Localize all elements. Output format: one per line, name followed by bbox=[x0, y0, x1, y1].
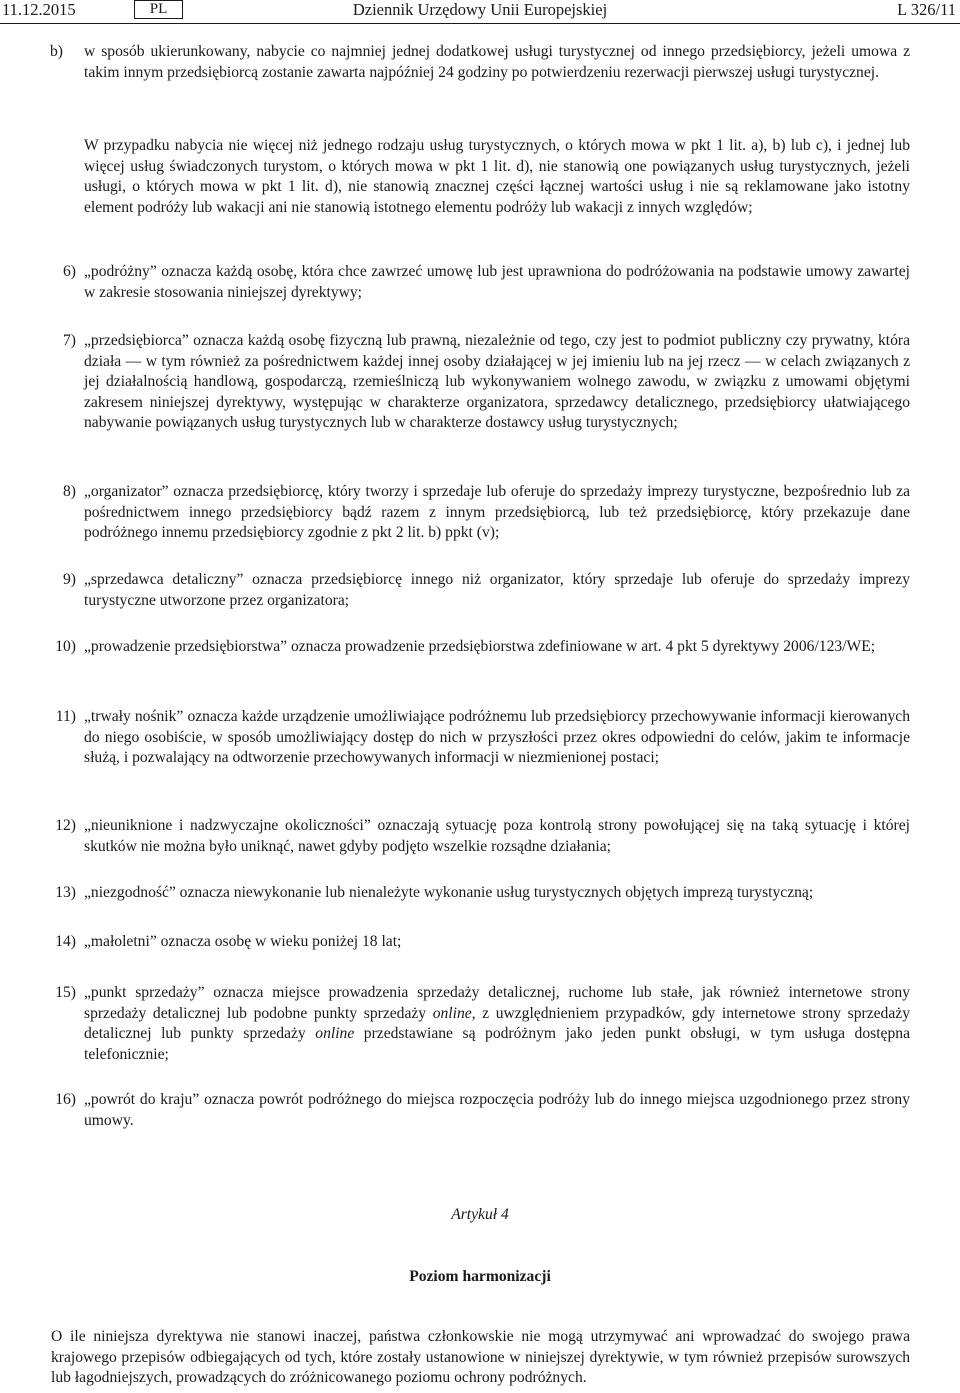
item-text: „powrót do kraju” oznacza powrót podróżnego do miejsca rozpoczęcia podróży lub do innego miejsca uzgodnionego przez strony umowy. bbox=[84, 1091, 910, 1129]
page-number: L 326/11 bbox=[897, 0, 956, 19]
item-number: 9) bbox=[63, 571, 76, 588]
item-text: „niezgodność” oznacza niewykonanie lub nienależyte wykonanie usług turystycznych objętych imprezą turystyczną; bbox=[84, 884, 814, 901]
item-number: 10) bbox=[55, 638, 76, 655]
item-number: b) bbox=[50, 43, 63, 60]
text-segment: , z uwzględnieniem przypadków, gdy internetowe strony sprzedaży detalicznej lub punkty sprzedaży bbox=[84, 1004, 910, 1043]
item-text: „sprzedawca detaliczny” oznacza przedsiębiorcę innego niż organizator, który sprzedaje lub oferuje do sprzedaży imprezy turystyczne utworzone przez organizatora; bbox=[84, 571, 910, 609]
article-body: O ile niniejsza dyrektywa nie stanowi inaczej, państwa członkowskie nie mogą utrzymywać ani wprowadzać do swojego prawa krajowego przepisów odbiegających od tych, które zostały ustanowione w niniejszej dyrektywie, w tym również przepisów surowszych lub łagodniejszych, prowadzących do zróżnicowanego poziomu ochrony podróżnych. bbox=[51, 1328, 910, 1387]
text-segment: „punkt sprzedaży” oznacza miejsce prowadzenia sprzedaży detalicznej, ruchome lub stałe, jak również internetowe strony sprzedaży detalicznej lub podobne punkty sprzedaży bbox=[84, 984, 910, 1022]
item-number: 12) bbox=[55, 817, 76, 834]
item-text: „prowadzenie przedsiębiorstwa” oznacza prowadzenie przedsiębiorstwa zdefiniowane w art. 4 pkt 5 dyrektywy 2006/123/WE; bbox=[84, 638, 876, 655]
language-badge: PL bbox=[134, 0, 183, 19]
item-number: 7) bbox=[63, 332, 76, 349]
item-number: 15) bbox=[55, 984, 76, 1001]
item-text: „podróżny” oznacza każdą osobę, która chce zawrzeć umowę lub jest uprawniona do podróżowania na podstawie umowy zawartej w zakresie stosowania niniejszej dyrektywy; bbox=[84, 263, 910, 301]
paragraph-text: W przypadku nabycia nie więcej niż jednego rodzaju usług turystycznych, o których mowa w pkt 1 lit. a), b) lub c), i jednej lub więcej usług świadczonych turystom, o których mowa w pkt 1 lit. d), nie stanowią one powiązanych usług turystycznych, jeżeli usługi, o których mowa w pkt 1 lit. d), nie stanowią znacznej części łącznej wartości usług i nie są reklamowane jako istotny element podróży lub wakacji ani nie stanowią istotnego elementu podróży lub wakacji z innych względów; bbox=[84, 137, 910, 216]
publication-date: 11.12.2015 bbox=[2, 0, 76, 19]
item-text: w sposób ukierunkowany, nabycie co najmniej jednej dodatkowej usługi turystycznej od innego przedsiębiorcy, jeżeli umowa z takim innym przedsiębiorcą zostanie zawarta najpóźniej 24 godziny po potwierdzeniu rezerwacji pierwszej usługi turystycznej. bbox=[84, 43, 910, 81]
item-text bbox=[84, 983, 910, 1065]
item-text: „organizator” oznacza przedsiębiorcę, który tworzy i sprzedaje lub oferuje do sprzedaży imprezy turystyczne, bezpośrednio lub za pośrednictwem innego przedsiębiorcy bądź razem z innym przedsiębiorcą, lub też przedsiębiorcę, który przekazuje dane podróżnego innemu przedsiębiorcy zgodnie z pkt 2 lit. b) ppkt (v); bbox=[84, 483, 910, 542]
item-number: 11) bbox=[55, 708, 76, 725]
header-divider bbox=[0, 23, 960, 24]
item-number: 8) bbox=[63, 483, 76, 500]
italic-term: online bbox=[315, 1025, 355, 1043]
text-segment: przedstawiane są podróżnym jako jeden punkt obsługi, w tym usługa dostępna telefonicznie; bbox=[84, 1025, 910, 1063]
item-number: 16) bbox=[55, 1091, 76, 1108]
item-text: „trwały nośnik” oznacza każde urządzenie umożliwiające podróżnemu lub przedsiębiorcy przechowywanie informacji kierowanych do niego osobiście, w sposób umożliwiający dostęp do nich w przyszłości przez okres odpowiedni do celów, jakim te informacje służą, i pozwalający na odtworzenie przechowywanych informacji w niezmienionej postaci; bbox=[84, 708, 910, 767]
article-label: Artykuł 4 bbox=[451, 1206, 509, 1223]
item-text: „przedsiębiorca” oznacza każdą osobę fizyczną lub prawną, niezależnie od tego, czy jest to podmiot publiczny czy prywatny, która działa — w tym również za pośrednictwem każdej innej osoby działającej w jej imieniu lub na jej rzecz — w celach związanych z jej działalnością handlową, gospodarczą, rzemieślniczą lub wykonywaniem wolnego zawodu, w związku z umowami objętymi zakresem niniejszej dyrektywy, występując w charakterze organizatora, sprzedawcy detalicznego, przedsiębiorcy ułatwiającego nabywanie powiązanych usług turystycznych lub w charakterze dostawcy usług turystycznych; bbox=[84, 332, 910, 432]
italic-term: online bbox=[432, 1004, 472, 1022]
item-number: 6) bbox=[63, 263, 76, 280]
journal-title: Dziennik Urzędowy Unii Europejskiej bbox=[352, 0, 608, 19]
page-header bbox=[0, 0, 960, 24]
item-number: 14) bbox=[55, 933, 76, 950]
item-text: „nieuniknione i nadzwyczajne okoliczności” oznaczają sytuację poza kontrolą strony powołującej się na taką sytuację i której skutków nie można było uniknąć, nawet gdyby podjęto wszelkie rozsądne działania; bbox=[84, 817, 910, 855]
item-text: „małoletni” oznacza osobę w wieku poniżej 18 lat; bbox=[84, 933, 402, 950]
article-title: Poziom harmonizacji bbox=[409, 1268, 551, 1285]
item-number: 13) bbox=[55, 884, 76, 901]
